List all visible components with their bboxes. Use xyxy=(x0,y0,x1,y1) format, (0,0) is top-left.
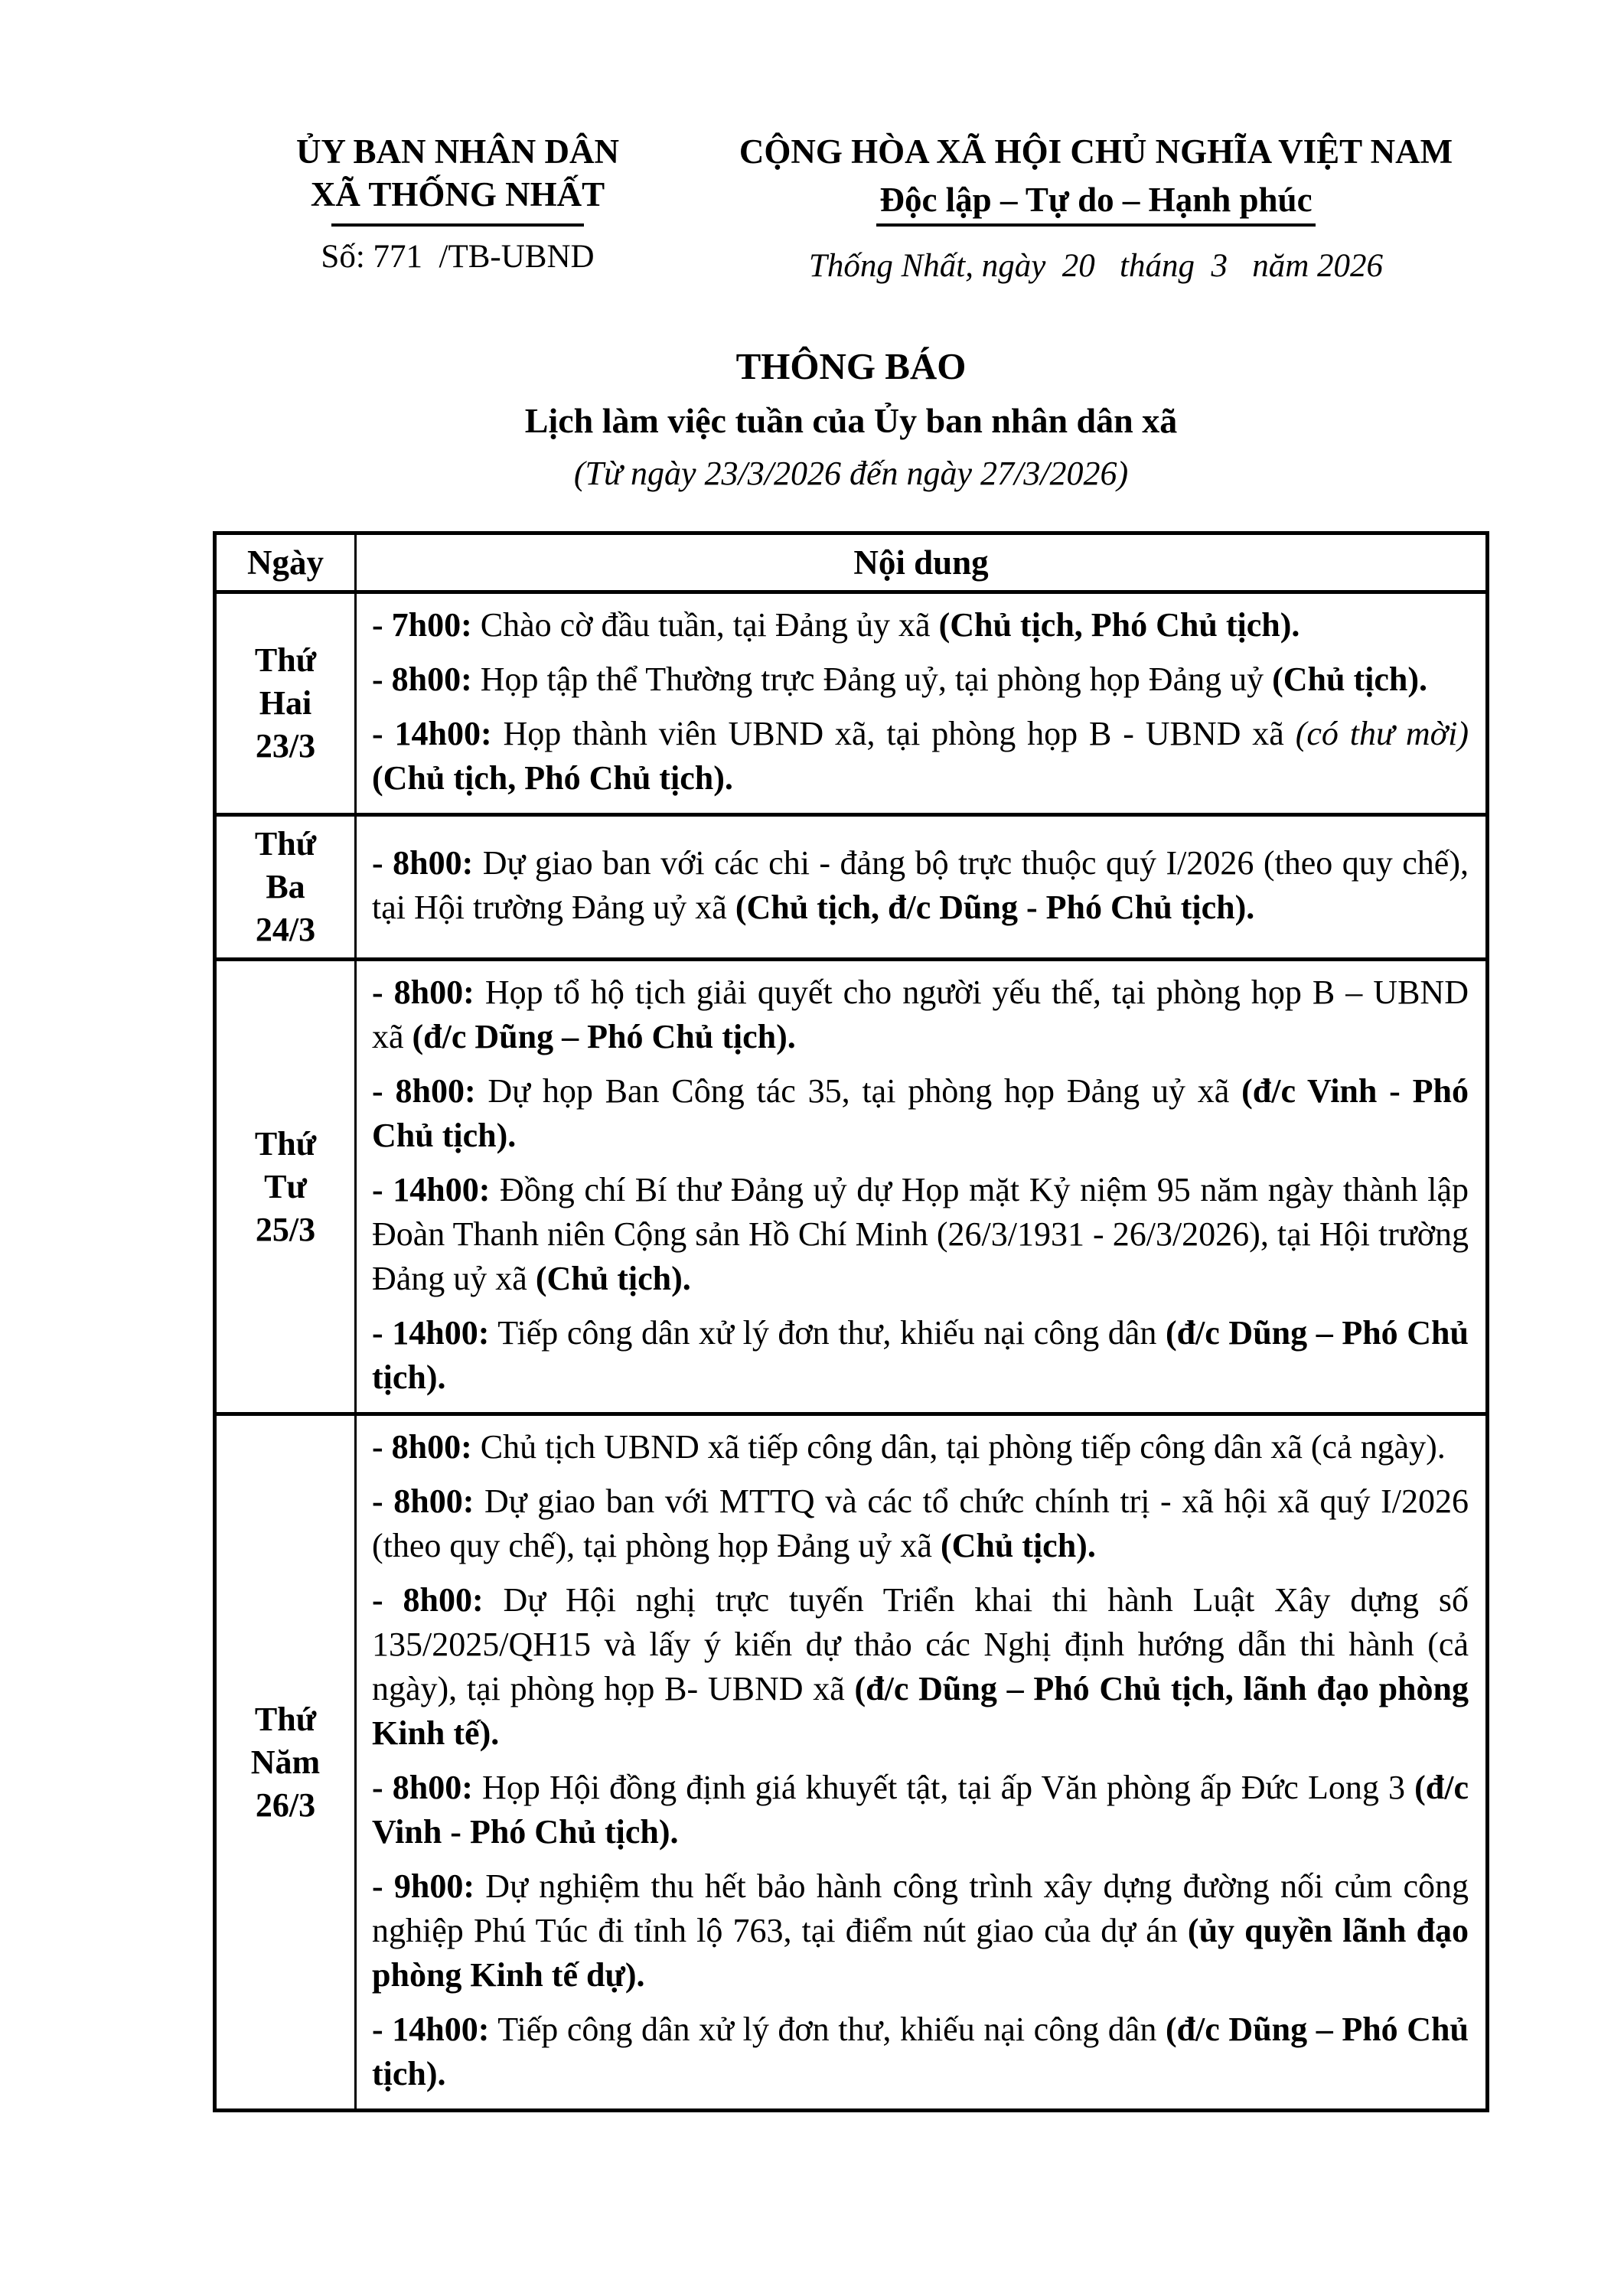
schedule-item-segment: (Chủ tịch). xyxy=(940,1527,1096,1564)
day-cell xyxy=(215,815,356,960)
schedule-item xyxy=(372,1069,1469,1158)
schedule-item xyxy=(372,1766,1469,1854)
schedule-item xyxy=(372,1311,1469,1400)
schedule-item-segment: (đ/c Dũng – Phó Chủ tịch). xyxy=(412,1018,796,1055)
schedule-item-segment: (đ/c Dũng – Phó Chủ tịch, lãnh đạo phòng Kinh tế). xyxy=(372,1670,1469,1752)
schedule-item-segment: Tiếp công dân xử lý đơn thư, khiếu nại công dân xyxy=(489,1314,1166,1352)
schedule-item-segment: - 8h00: xyxy=(372,1581,484,1619)
schedule-item-segment: - 9h00: xyxy=(372,1867,475,1905)
national-motto-line: Độc lập – Tự do – Hạnh phúc xyxy=(876,181,1315,227)
schedule-header-row xyxy=(215,533,1488,592)
schedule-item-segment: (Chủ tịch, Phó Chủ tịch). xyxy=(372,759,733,797)
schedule-item xyxy=(372,841,1469,930)
content-cell xyxy=(356,815,1488,960)
day-cell xyxy=(215,592,356,815)
day-line: Thứ xyxy=(254,825,317,863)
schedule-item-segment: Dự giao ban với MTTQ và các tổ chức chính trị - xã hội xã quý I/2026 (theo quy chế), tại phòng họp Đảng uỷ xã xyxy=(372,1482,1469,1564)
schedule-item-segment: - 7h00: xyxy=(372,606,472,644)
schedule-item xyxy=(372,1479,1469,1568)
document-subtitle: Lịch làm việc tuần của Ủy ban nhân dân xã xyxy=(524,401,1178,440)
schedule-item-segment: (đ/c Dũng – Phó Chủ tịch). xyxy=(372,1314,1469,1396)
document-header xyxy=(213,130,1489,286)
org-name-line1: ỦY BAN NHÂN DÂN xyxy=(295,132,620,171)
title-block xyxy=(213,344,1489,494)
day-line: Tư xyxy=(264,1167,307,1205)
schedule-row xyxy=(215,1414,1488,2111)
document-date-range: (Từ ngày 23/3/2026 đến ngày 27/3/2026) xyxy=(573,455,1129,492)
day-line: Ba xyxy=(266,868,305,905)
schedule-table xyxy=(213,531,1489,2112)
content-cell xyxy=(356,960,1488,1414)
schedule-row xyxy=(215,815,1488,960)
schedule-table-head xyxy=(215,533,1488,592)
org-name-line2: XÃ THỐNG NHẤT xyxy=(310,175,605,214)
schedule-item-segment: Dự nghiệm thu hết bảo hành công trình xây dựng đường nối củm công nghiệp Phú Túc đi tỉnh lộ 763, tại điểm nút giao của dự án xyxy=(372,1867,1469,1949)
schedule-item-segment: - 14h00: xyxy=(372,715,492,752)
schedule-item-segment: (Chủ tịch, Phó Chủ tịch). xyxy=(938,606,1300,644)
schedule-row xyxy=(215,960,1488,1414)
schedule-item-segment: - 8h00: xyxy=(372,1072,476,1110)
schedule-item-segment: Đồng chí Bí thư Đảng uỷ dự Họp mặt Kỷ niệm 95 năm ngày thành lập Đoàn Thanh niên Cộng sản Hồ Chí Minh (26/3/1931 - 26/3/2026), tại Hội trường Đảng uỷ xã xyxy=(372,1171,1469,1297)
schedule-item-segment: Dự Hội nghị trực tuyến Triển khai thi hành Luật Xây dựng số 135/2025/QH15 và lấy ý kiến dự thảo các Nghị định hướng dẫn thi hành (cả ngày), tại phòng họp B- UBND xã xyxy=(372,1581,1469,1707)
column-header-content: Nội dung xyxy=(356,533,1488,592)
schedule-item-segment: Họp tập thể Thường trực Đảng uỷ, tại phòng họp Đảng uỷ xyxy=(471,660,1273,698)
schedule-item-segment: - 8h00: xyxy=(372,844,474,882)
schedule-item-segment: - 8h00: xyxy=(372,1482,474,1520)
schedule-item xyxy=(372,603,1469,647)
day-line: Thứ xyxy=(254,641,317,679)
document-title: THÔNG BÁO xyxy=(735,345,967,387)
content-cell xyxy=(356,592,1488,815)
day-line: Hai xyxy=(259,684,312,722)
column-header-day: Ngày xyxy=(215,533,356,592)
issuing-org-block xyxy=(213,130,703,277)
schedule-item-segment: - 8h00: xyxy=(372,1769,473,1806)
org-underline-rule xyxy=(331,223,584,227)
schedule-item xyxy=(372,712,1469,801)
schedule-item-segment: (Chủ tịch). xyxy=(1272,660,1428,698)
schedule-item xyxy=(372,2007,1469,2096)
schedule-item-segment: - 14h00: xyxy=(372,1314,490,1352)
national-name-line: CỘNG HÒA XÃ HỘI CHỦ NGHĨA VIỆT NAM xyxy=(739,132,1453,171)
schedule-item-segment: Chào cờ đầu tuần, tại Đảng ủy xã xyxy=(471,606,939,644)
schedule-item-segment: Dự giao ban với các chi - đảng bộ trực thuộc quý I/2026 (theo quy chế), tại Hội trường Đảng uỷ xã xyxy=(372,844,1469,926)
schedule-item-segment: (đ/c Vinh - Phó Chủ tịch). xyxy=(372,1072,1469,1154)
schedule-item-segment: (đ/c Dũng – Phó Chủ tịch). xyxy=(372,2011,1469,2092)
day-line: Thứ xyxy=(254,1700,317,1738)
schedule-item-segment: (Chủ tịch). xyxy=(535,1260,691,1297)
schedule-item-segment: Họp tổ hộ tịch giải quyết cho người yếu thế, tại phòng họp B – UBND xã xyxy=(372,974,1469,1055)
schedule-item xyxy=(372,1864,1469,1998)
schedule-item xyxy=(372,970,1469,1059)
schedule-item-segment: (có thư mời) xyxy=(1295,715,1469,752)
national-header-block xyxy=(703,130,1489,286)
day-cell xyxy=(215,1414,356,2111)
schedule-item-segment: (Chủ tịch, đ/c Dũng - Phó Chủ tịch). xyxy=(735,889,1255,926)
schedule-item-segment: - 14h00: xyxy=(372,1171,491,1208)
schedule-item-segment: Họp thành viên UBND xã, tại phòng họp B - UBND xã xyxy=(491,715,1296,752)
schedule-item-segment: Chủ tịch UBND xã tiếp công dân, tại phòng tiếp công dân xã (cả ngày). xyxy=(471,1428,1446,1466)
place-date-line: Thống Nhất, ngày 20 tháng 3 năm 2026 xyxy=(808,248,1384,284)
day-line: Thứ xyxy=(254,1124,317,1163)
schedule-item xyxy=(372,1168,1469,1301)
day-line: 26/3 xyxy=(255,1786,316,1824)
schedule-item-segment: - 8h00: xyxy=(372,974,474,1011)
schedule-item xyxy=(372,657,1469,702)
schedule-item-segment: (ủy quyền lãnh đạo phòng Kinh tế dự). xyxy=(372,1912,1469,1994)
schedule-item-segment: - 14h00: xyxy=(372,2011,490,2048)
schedule-item-segment: Họp Hội đồng định giá khuyết tật, tại ấp Văn phòng ấp Đức Long 3 xyxy=(472,1769,1415,1806)
doc-number: Số: 771 /TB-UBND xyxy=(321,239,595,275)
content-cell xyxy=(356,1414,1488,2111)
day-line: Năm xyxy=(250,1743,321,1781)
schedule-row xyxy=(215,592,1488,815)
schedule-item-segment: Dự họp Ban Công tác 35, tại phòng họp Đảng uỷ xã xyxy=(475,1072,1242,1110)
schedule-item xyxy=(372,1425,1469,1469)
day-line: 25/3 xyxy=(255,1210,316,1248)
day-cell xyxy=(215,960,356,1414)
schedule-item-segment: - 8h00: xyxy=(372,1428,472,1466)
schedule-item xyxy=(372,1578,1469,1756)
schedule-item-segment: - 8h00: xyxy=(372,660,472,698)
day-line: 23/3 xyxy=(255,727,316,765)
schedule-item-segment: (đ/c Vinh - Phó Chủ tịch). xyxy=(372,1769,1469,1851)
schedule-body xyxy=(215,592,1488,2111)
day-line: 24/3 xyxy=(255,911,316,948)
schedule-item-segment: Tiếp công dân xử lý đơn thư, khiếu nại công dân xyxy=(489,2011,1166,2048)
